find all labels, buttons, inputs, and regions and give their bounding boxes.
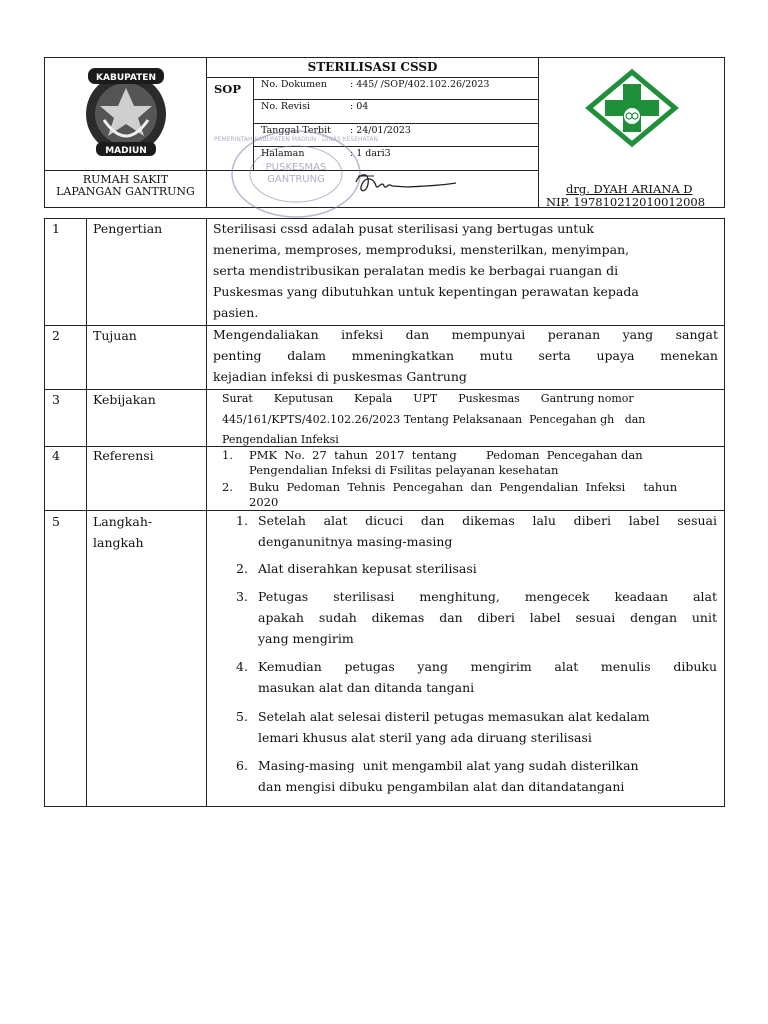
step-line: Petugas sterilisasi menghitung, mengecek keadaan alat [258, 589, 717, 604]
row-number: 4 [52, 448, 60, 463]
step-line: Alat diserahkan kepusat sterilisasi [258, 561, 477, 576]
field-label: Halaman [261, 148, 305, 159]
field-value: : 1 dari3 [350, 148, 391, 159]
step-line: apakah sudah dikemas dan diberi label sesuai dengan unit [258, 610, 717, 625]
text-line: Puskesmas yang dibutuhkan untuk kepentingan perawatan kepada [213, 284, 639, 299]
institution-line-2: LAPANGAN GANTRUNG [56, 185, 195, 198]
text-line: kejadian infeksi di puskesmas Gantrung [213, 369, 467, 384]
field-label: No. Dokumen [261, 79, 327, 90]
step-number: 5. [236, 709, 248, 724]
row-number: 3 [52, 392, 60, 407]
step-number: 6. [236, 758, 248, 773]
text-line: penting dalam mmeningkatkan mutu serta upaya menekan [213, 348, 718, 363]
step-line: masukan alat dan ditanda tangani [258, 680, 475, 695]
text-line: Mengendaliakan infeksi dan mempunyai peranan yang sangat [213, 327, 718, 342]
puskesmas-logo [585, 70, 679, 146]
row-label: Referensi [93, 448, 154, 463]
stamp-ring-text: PEMERINTAH KABUPATEN MADIUN · DINAS KESEHATAN [214, 136, 378, 143]
step-line: lemari khusus alat steril yang ada diruang sterilisasi [258, 730, 592, 745]
document-title: STERILISASI CSSD [307, 60, 438, 74]
step-line: Masing-masing unit mengambil alat yang sudah disterilkan [258, 758, 639, 773]
signatory-name: drg. DYAH ARIANA D [566, 182, 693, 196]
row-number: 2 [52, 328, 60, 343]
stamp-text-1: PUSKESMAS [265, 162, 327, 173]
text-line: serta mendistribusikan peralatan medis ke berbagai ruangan di [213, 263, 619, 278]
row-label: langkah [93, 535, 144, 550]
reference-line: PMK No. 27 tahun 2017 tentang Pedoman Pencegahan dan [249, 448, 643, 462]
row-label: Kebijakan [93, 392, 156, 407]
reference-number: 2. [222, 480, 233, 494]
step-number: 1. [236, 513, 248, 528]
text-line: Pengendalian Infeksi [222, 433, 339, 446]
row-label: Pengertian [93, 221, 163, 236]
field-value: : 04 [350, 101, 369, 112]
reference-number: 1. [222, 448, 233, 462]
step-line: Setelah alat selesai disteril petugas memasukan alat kedalam [258, 709, 650, 724]
field-value: : 24/01/2023 [350, 125, 411, 136]
step-line: denganunitnya masing-masing [258, 534, 453, 549]
field-value: : 445/ /SOP/402.102.26/2023 [350, 79, 490, 90]
row-number: 5 [52, 514, 60, 529]
sop-label: SOP [214, 82, 241, 96]
field-label: Tanggal Terbit [261, 125, 331, 136]
text-line: menerima, memproses, memproduksi, mensterilkan, menyimpan, [213, 242, 630, 257]
reference-line: Buku Pedoman Tehnis Pencegahan dan Pengendalian Infeksi tahun [249, 480, 678, 494]
row-number: 1 [52, 221, 60, 236]
kabupaten-madiun-logo [74, 62, 178, 162]
reference-line: 2020 [249, 495, 279, 509]
step-line: yang mengirim [258, 631, 354, 646]
step-line: dan mengisi dibuku pengambilan alat dan ditandatangani [258, 779, 625, 794]
reference-line: Pengendalian Infeksi di Fsilitas pelayanan kesehatan [249, 463, 559, 477]
step-line: Kemudian petugas yang mengirim alat menulis dibuku [258, 659, 717, 674]
logo-bottom-text: MADIUN [105, 146, 147, 156]
institution-line-1: RUMAH SAKIT [82, 173, 169, 186]
row-label: Tujuan [93, 328, 137, 343]
text-line: pasien. [213, 305, 259, 320]
text-line: Surat Keputusan Kepala UPT Puskesmas Gantrung nomor [222, 392, 634, 405]
logo-top-text: KABUPATEN [96, 73, 156, 83]
text-line: Sterilisasi cssd adalah pusat sterilisasi yang bertugas untuk [213, 221, 594, 236]
step-line: Setelah alat dicuci dan dikemas lalu diberi label sesuai [258, 513, 717, 528]
field-label: No. Revisi [261, 101, 310, 112]
step-number: 3. [236, 589, 248, 604]
signature [352, 168, 464, 200]
step-number: 4. [236, 659, 248, 674]
stamp-text-2: GANTRUNG [267, 174, 325, 185]
row-label: Langkah- [93, 514, 153, 529]
signatory-nip: NIP. 197810212010012008 [546, 195, 706, 209]
step-number: 2. [236, 561, 248, 576]
text-line: 445/161/KPTS/402.102.26/2023 Tentang Pelaksanaan Pencegahan gh dan [222, 413, 646, 426]
